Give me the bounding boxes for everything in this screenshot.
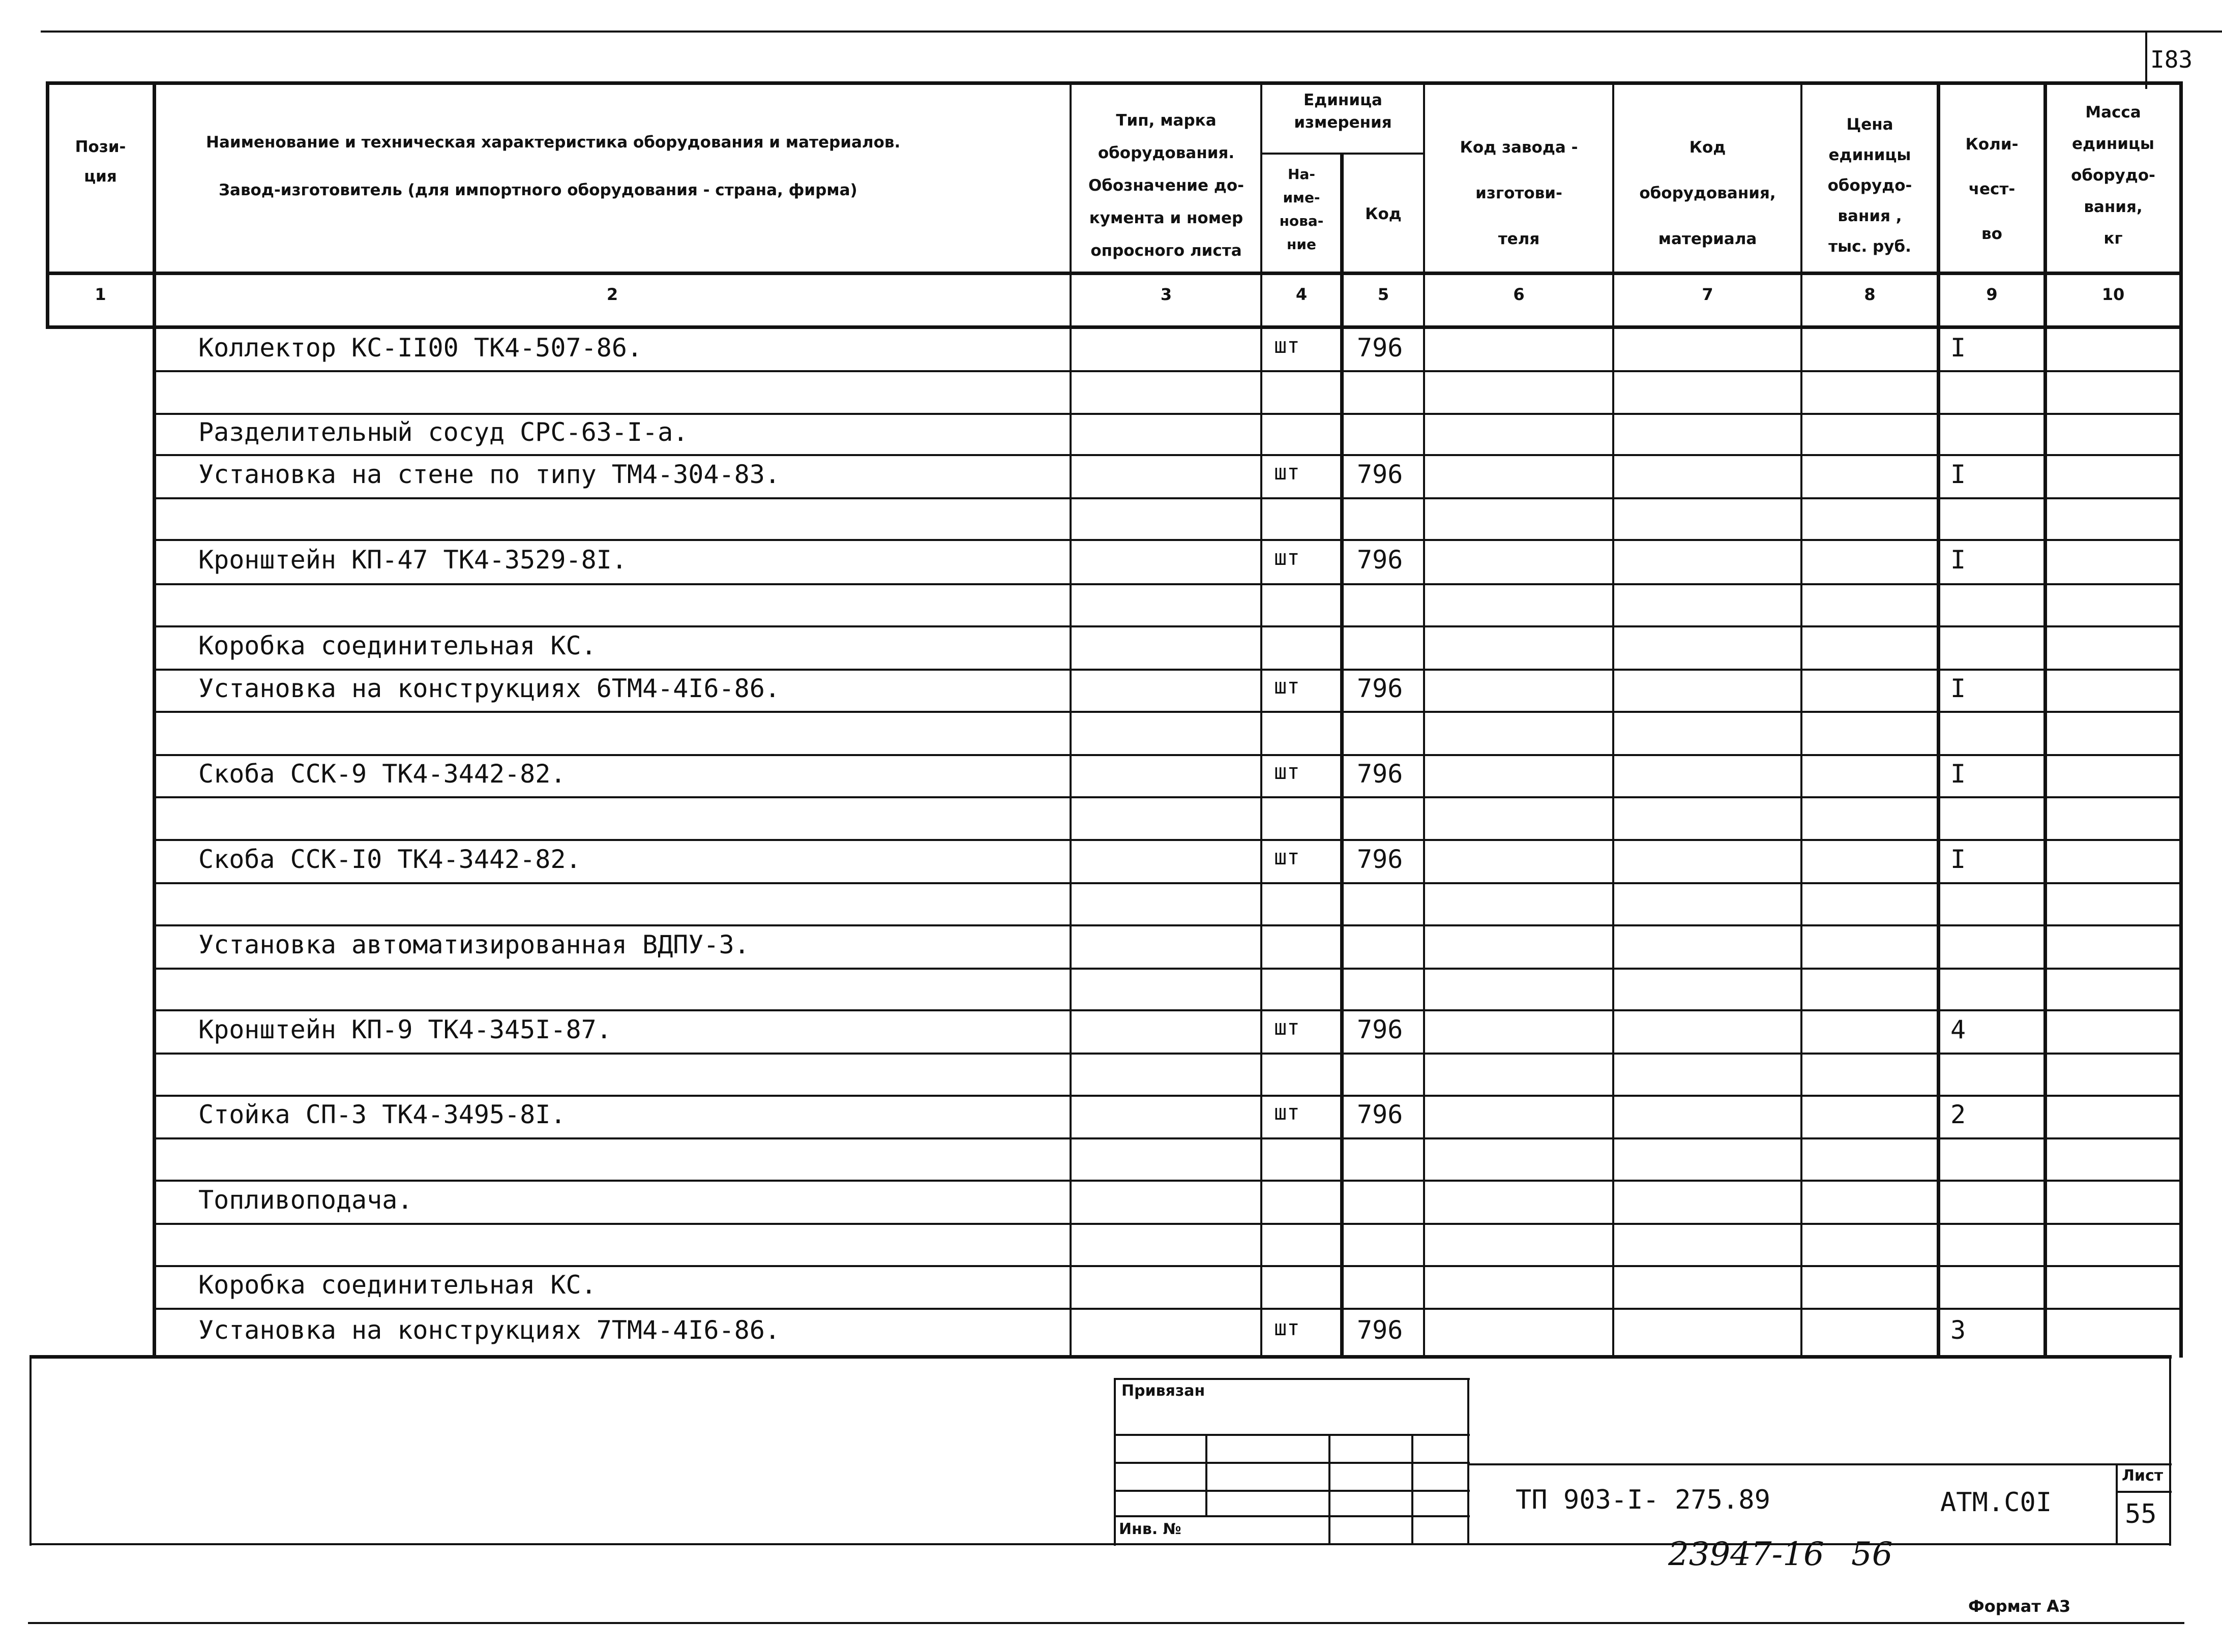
row-divider (153, 711, 2179, 713)
row-unit-code: 796 (1357, 673, 1403, 703)
row-item-name: Коробка соединительная КС. (198, 630, 597, 660)
col-border-6 (1612, 81, 1614, 1358)
colnum-7: 7 (1702, 285, 1713, 304)
row-divider (153, 1308, 2179, 1310)
row-unit-code: 796 (1357, 844, 1403, 874)
row-divider (153, 796, 2179, 798)
row-divider (153, 454, 2179, 456)
sheet-box-left (2116, 1463, 2118, 1545)
row-item-name: Скоба ССК-9 ТК4-3442-82. (198, 759, 566, 789)
header-name-line1: Наименование и техническая характеристика оборудования и материалов. (206, 133, 901, 152)
header-quantity: Коли- чест- во (1965, 135, 2019, 243)
col-border-10 (2179, 81, 2183, 1358)
row-quantity: I (1950, 844, 1966, 874)
colnum-8: 8 (1864, 285, 1876, 304)
title-block-top (1467, 1463, 2172, 1465)
row-unit: шт (1274, 673, 1300, 699)
header-unit-name: На- име- нова- ние (1279, 166, 1324, 253)
stamp-line-1 (1114, 1434, 1470, 1436)
row-unit-code: 796 (1357, 545, 1403, 575)
row-unit: шт (1274, 1014, 1300, 1040)
row-item-name: Скоба ССК-I0 ТК4-3442-82. (198, 844, 581, 874)
row-divider (153, 625, 2179, 627)
format-label: Формат А3 (1968, 1597, 2071, 1616)
row-item-name: Коробка соединительная КС. (198, 1270, 597, 1300)
row-unit: шт (1274, 333, 1300, 358)
row-quantity: I (1950, 333, 1966, 363)
row-quantity: I (1950, 545, 1966, 575)
sheet-number: 55 (2125, 1499, 2157, 1529)
row-divider (153, 754, 2179, 756)
header-factory-code: Код завода - изготови- теля (1460, 138, 1578, 248)
row-divider (153, 1265, 2179, 1267)
unit-group-divider (1260, 153, 1424, 155)
row-unit: шт (1274, 759, 1300, 784)
colnum-10: 10 (2101, 285, 2125, 304)
col-border-8 (1937, 81, 1940, 1358)
page-right-border (2169, 1355, 2171, 1546)
colnum-3: 3 (1160, 285, 1172, 304)
row-unit-code: 796 (1357, 1014, 1403, 1044)
row-divider (153, 1095, 2179, 1097)
archive-number: 23947-16 (1668, 1536, 1824, 1573)
colnum-4: 4 (1295, 285, 1308, 304)
table-top-border (46, 81, 2182, 85)
page-left-border (29, 1355, 32, 1546)
row-quantity: I (1950, 673, 1966, 703)
row-divider (153, 669, 2179, 671)
table-bottom-border (31, 1355, 2172, 1359)
table-colnum-bottom (46, 325, 2182, 329)
stamp-div-2 (1328, 1434, 1330, 1543)
stamp-div-3 (1411, 1434, 1413, 1543)
col-border-5 (1423, 81, 1425, 1358)
row-item-name: Кронштейн КП-47 ТК4-3529-8I. (198, 545, 627, 575)
col-border-2 (1070, 81, 1072, 1358)
row-divider (153, 583, 2179, 585)
row-divider (153, 539, 2179, 541)
row-item-name: Стойка СП-3 ТК4-3495-8I. (198, 1100, 566, 1129)
row-quantity: 4 (1950, 1014, 1966, 1044)
row-item-name: Установка на стене по типу ТМ4-304-83. (198, 459, 780, 489)
row-unit-code: 796 (1357, 1100, 1403, 1129)
page-number: I83 (2150, 46, 2193, 73)
row-item-name: Установка автоматизированная ВДПУ-3. (198, 929, 750, 959)
row-quantity: 3 (1950, 1315, 1966, 1345)
row-item-name: Кронштейн КП-9 ТК4-345I-87. (198, 1014, 612, 1044)
stamp-right (1467, 1378, 1469, 1543)
sheet-label: Лист (2122, 1467, 2164, 1485)
table-header-bottom (46, 272, 2182, 275)
sheet-box-divider (2116, 1491, 2172, 1493)
row-divider (153, 968, 2179, 970)
header-name-line2: Завод-изготовитель (для импортного оборудования - страна, фирма) (219, 181, 857, 199)
stamp-line-4 (1114, 1515, 1470, 1517)
row-divider (153, 1223, 2179, 1225)
header-type: Тип, марка оборудования. Обозначение до- кумента и номер опросного листа (1088, 111, 1245, 260)
row-unit: шт (1274, 1100, 1300, 1125)
bottom-rule (28, 1622, 2184, 1624)
row-item-name: Коллектор КС-II00 ТК4-507-86. (198, 333, 642, 363)
colnum-6: 6 (1513, 285, 1525, 304)
col-border-3 (1260, 81, 1262, 1358)
row-unit-code: 796 (1357, 759, 1403, 789)
page-number-box-left (2145, 31, 2147, 89)
header-unit-group: Единица измерения (1294, 91, 1392, 132)
top-rule (41, 31, 2222, 33)
archive-sheet: 56 (1851, 1536, 1893, 1573)
row-unit: шт (1274, 844, 1300, 869)
row-item-name: Установка на конструкциях 7ТМ4-4I6-86. (198, 1315, 780, 1345)
row-divider (153, 839, 2179, 841)
header-unit-code: Код (1365, 205, 1402, 223)
stamp-left (1114, 1378, 1116, 1546)
row-unit: шт (1274, 1315, 1300, 1340)
row-divider (153, 924, 2179, 926)
row-divider (153, 1053, 2179, 1055)
document-code: ТП 903-I- 275.89 (1516, 1485, 1770, 1515)
row-unit-code: 796 (1357, 333, 1403, 363)
colnum-9: 9 (1986, 285, 1998, 304)
header-price: Цена единицы оборудо- вания , тыс. руб. (1827, 115, 1912, 256)
stamp-bound-label: Привязан (1121, 1382, 1205, 1400)
stamp-line-3 (1114, 1490, 1470, 1492)
stamp-div-1 (1205, 1434, 1207, 1515)
colnum-1: 1 (95, 285, 106, 304)
col-border-9 (2043, 81, 2047, 1358)
colnum-2: 2 (606, 285, 618, 304)
row-quantity: I (1950, 459, 1966, 489)
header-position: Пози- ция (75, 138, 126, 186)
row-divider (153, 1009, 2179, 1011)
header-equipment-code: Код оборудования, материала (1639, 138, 1776, 248)
row-unit-code: 796 (1357, 459, 1403, 489)
row-divider (153, 370, 2179, 372)
row-divider (153, 497, 2179, 499)
header-mass: Масса единицы оборудо- вания, кг (2071, 103, 2155, 248)
row-unit: шт (1274, 545, 1300, 570)
stamp-inv-label: Инв. № (1119, 1520, 1181, 1538)
row-item-name: Топливоподача. (198, 1185, 413, 1215)
row-divider (153, 413, 2179, 415)
row-unit: шт (1274, 459, 1300, 485)
row-item-name: Разделительный сосуд СРС-63-I-а. (198, 417, 689, 447)
document-mark: АТМ.С0I (1940, 1487, 2052, 1518)
stamp-top (1114, 1378, 1470, 1380)
row-item-name: Установка на конструкциях 6ТМ4-4I6-86. (198, 673, 780, 703)
col-border-7 (1800, 81, 1802, 1358)
col-border-1 (153, 81, 156, 1358)
row-quantity: I (1950, 759, 1966, 789)
colnum-5: 5 (1377, 285, 1389, 304)
stamp-line-2 (1114, 1462, 1470, 1464)
row-divider (153, 1137, 2179, 1139)
row-divider (153, 1180, 2179, 1182)
row-divider (153, 882, 2179, 884)
page-bottom-border (29, 1543, 2171, 1545)
row-quantity: 2 (1950, 1100, 1966, 1129)
row-unit-code: 796 (1357, 1315, 1403, 1345)
